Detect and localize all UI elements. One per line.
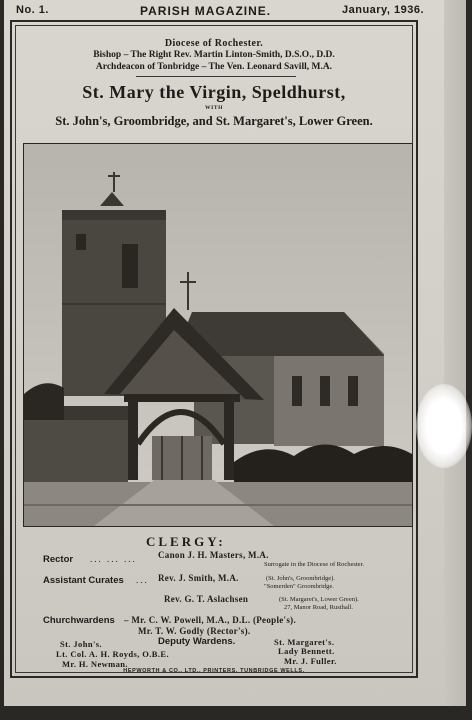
magazine-title: PARISH MAGAZINE. bbox=[140, 4, 272, 18]
church-photo-illustration bbox=[24, 144, 412, 526]
rector-name: Canon J. H. Masters, M.A. bbox=[158, 550, 269, 560]
printer-imprint: HEPWORTH & CO., LTD., PRINTERS, TUNBRIDGE WELLS. bbox=[123, 668, 305, 674]
archdeacon-line: Archdeacon of Tonbridge – The Ven. Leonard Savill, M.A. bbox=[95, 62, 333, 72]
curate-2-address: 27, Manor Road, Rusthall. bbox=[284, 604, 353, 611]
issue-number: No. 1. bbox=[16, 4, 49, 16]
curate-2-note: (St. Margaret's, Lower Green). bbox=[279, 596, 359, 603]
light-glare bbox=[416, 384, 472, 468]
deputy-4: Mr. J. Fuller. bbox=[284, 656, 337, 666]
st-margarets-heading: St. Margaret's. bbox=[274, 637, 335, 647]
curates-label: Assistant Curates bbox=[43, 575, 124, 586]
divider-rule bbox=[136, 76, 296, 77]
church-lychgate-photo bbox=[23, 143, 413, 527]
rector-label: Rector bbox=[43, 554, 74, 565]
masthead bbox=[8, 4, 424, 18]
churchwardens-label: Churchwardens bbox=[43, 615, 115, 626]
warden-1: – Mr. C. W. Powell, M.A., D.L. (People's). bbox=[124, 615, 297, 625]
issue-date: January, 1936. bbox=[341, 4, 424, 16]
associated-churches: St. John's, Groombridge, and St. Margaret's, Lower Green. bbox=[55, 114, 373, 128]
curate-2-name: Rev. G. T. Aslachsen bbox=[164, 594, 249, 604]
curate-1-name: Rev. J. Smith, M.A. bbox=[158, 573, 239, 583]
curate-1-note: (St. John's, Groombridge). bbox=[266, 575, 335, 582]
cover-frame bbox=[10, 20, 418, 678]
diocese-line: Diocese of Rochester. bbox=[164, 38, 264, 49]
with-label: WITH bbox=[205, 105, 223, 111]
warden-2: Mr. T. W. Godly (Rector's). bbox=[138, 626, 251, 636]
rector-note: Surrogate in the Diocese of Rochester. bbox=[264, 561, 364, 568]
deputy-3: Lady Bennett. bbox=[278, 646, 335, 656]
church-name: St. Mary the Virgin, Speldhurst, bbox=[82, 82, 346, 102]
st-johns-heading: St. John's. bbox=[60, 639, 102, 649]
deputy-1: Lt. Col. A. H. Royds, O.B.E. bbox=[56, 649, 169, 659]
bishop-line: Bishop – The Right Rev. Martin Linton-Smith, D.S.O., D.D. bbox=[93, 50, 335, 60]
magazine-cover bbox=[4, 0, 462, 706]
clergy-heading: CLERGY: bbox=[146, 534, 226, 549]
page-edge-shadow bbox=[444, 0, 466, 706]
deputy-wardens-heading: Deputy Wardens. bbox=[158, 636, 236, 647]
rector-leader-dots: ... ... ... bbox=[90, 554, 137, 564]
curate-1-address: "Somerden" Groombridge. bbox=[264, 583, 334, 590]
deputy-2: Mr. H. Newman. bbox=[62, 659, 128, 669]
cover-frame-inner bbox=[15, 25, 413, 673]
curates-leader-dots: ... bbox=[136, 575, 149, 585]
